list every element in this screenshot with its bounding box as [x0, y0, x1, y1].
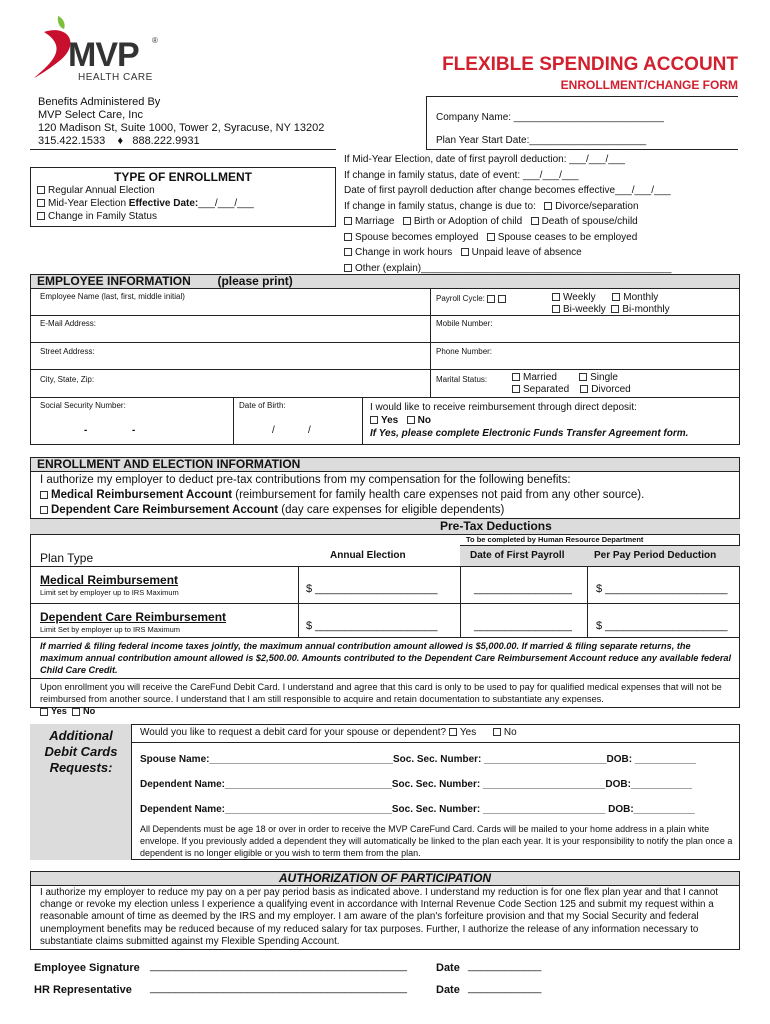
- hr-date-field[interactable]: ____________: [468, 982, 542, 994]
- medical-first-payroll-field[interactable]: ________________: [474, 583, 572, 595]
- marriage-checkbox[interactable]: [344, 217, 352, 225]
- annual-election-label: Annual Election: [330, 550, 406, 561]
- pretax-title: Pre-Tax Deductions: [440, 519, 552, 533]
- deposit-no-checkbox[interactable]: [407, 416, 415, 424]
- mvp-logo: [30, 14, 180, 84]
- logo-reg: ®: [152, 36, 158, 45]
- dob-slash-2[interactable]: /: [308, 425, 311, 436]
- street-field[interactable]: Street Address:: [40, 347, 95, 356]
- carefund-no-checkbox[interactable]: [72, 708, 80, 716]
- unpaid-leave-checkbox[interactable]: [461, 248, 469, 256]
- event-date[interactable]: If change in family status, date of event: ___/___/___: [344, 169, 579, 181]
- single-checkbox[interactable]: [579, 373, 587, 381]
- per-pay-label: Per Pay Period Deduction: [594, 550, 717, 561]
- dependent-first-payroll-field[interactable]: ________________: [474, 620, 572, 632]
- monthly-checkbox[interactable]: [612, 293, 620, 301]
- dependent-annual-field[interactable]: $ ____________________: [306, 620, 438, 632]
- employee-info-header: EMPLOYEE INFORMATION (please print): [30, 274, 740, 289]
- type-of-enrollment-box: TYPE OF ENROLLMENT Regular Annual Election Mid-Year Election Effective Date:___/___/___ Change in Family Status: [30, 167, 336, 227]
- form-title: FLEXIBLE SPENDING ACCOUNT: [442, 54, 738, 75]
- payroll-options: Weekly Monthly Bi-weekly Bi-monthly: [552, 292, 670, 316]
- spouse-row[interactable]: Spouse Name:_________________________________Soc. Sec. Number: ______________________DOB: ___________: [140, 754, 696, 765]
- carefund-yes-checkbox[interactable]: [40, 708, 48, 716]
- spouse-employed-checkbox[interactable]: [344, 233, 352, 241]
- marital-label: Marital Status:: [436, 375, 488, 384]
- debit-no-checkbox[interactable]: [493, 728, 501, 736]
- first-payroll-label: Date of First Payroll: [470, 550, 565, 561]
- admin-line-2: MVP Select Care, Inc: [38, 109, 143, 121]
- election-auth: I authorize my employer to deduct pre-tax contributions from my compensation for the following benefits: Medical Reimbursement Account (reimbursement for family health care expenses not paid from any other source). Dependent Care Reimbursement Account (day care expenses for eligible dependents): [40, 474, 645, 516]
- regular-election-checkbox[interactable]: [37, 186, 45, 194]
- debit-title: Additional Debit Cards Requests:: [44, 728, 118, 775]
- spouse-cease-checkbox[interactable]: [487, 233, 495, 241]
- ssn-dash-1[interactable]: -: [84, 425, 88, 436]
- admin-phones: 315.422.1533 ♦ 888.222.9931: [38, 135, 200, 147]
- debit-yes-checkbox[interactable]: [449, 728, 457, 736]
- hr-rep-signature-field[interactable]: __________________________________________: [150, 982, 407, 994]
- company-name-field[interactable]: Company Name: ___________________________: [436, 112, 664, 123]
- employee-name-field[interactable]: Employee Name (last, first, middle initial): [40, 292, 185, 301]
- medical-per-pay-field[interactable]: $ ____________________: [596, 583, 728, 595]
- dob-label: Date of Birth:: [239, 401, 286, 410]
- dependent-plan-label: Dependent Care Reimbursement: [40, 610, 227, 624]
- medical-plan-label: Medical Reimbursement: [40, 573, 179, 587]
- other-explain-field[interactable]: Other (explain)_____________________________________________: [355, 262, 672, 274]
- death-checkbox[interactable]: [531, 217, 539, 225]
- marital-options: Married Single Separated Divorced: [512, 372, 631, 396]
- divorce-checkbox[interactable]: [544, 202, 552, 210]
- diamond-icon: ♦: [117, 135, 124, 147]
- birth-checkbox[interactable]: [403, 217, 411, 225]
- plan-type-label: Plan Type: [40, 551, 94, 565]
- biweekly-checkbox[interactable]: [552, 305, 560, 313]
- medical-account-checkbox[interactable]: [40, 491, 48, 499]
- admin-address: 120 Madison St, Suite 1000, Tower 2, Syracuse, NY 13202: [38, 122, 325, 134]
- deposit-yes-checkbox[interactable]: [370, 416, 378, 424]
- divorced-checkbox[interactable]: [580, 385, 588, 393]
- dependents-note: All Dependents must be age 18 or over in order to receive the MVP CareFund Card. Cards will be mailed to your home address in a plain white envelope. If you previously added a dependent they will automatically be linked to the plan each year. It is your responsibility to notify the plan once a dependent is no longer eligible or you wish to term them from the plan.: [140, 824, 733, 858]
- type-of-enrollment-title: TYPE OF ENROLLMENT: [114, 170, 252, 184]
- authorization-header: AUTHORIZATION OF PARTICIPATION: [30, 871, 740, 886]
- dependent-per-pay-field[interactable]: $ ____________________: [596, 620, 728, 632]
- employee-signature-field[interactable]: __________________________________________: [150, 960, 407, 972]
- weekly-checkbox[interactable]: [552, 293, 560, 301]
- hr-note: To be completed by Human Resource Department: [466, 535, 644, 544]
- plan-year-field[interactable]: Plan Year Start Date:_____________________: [436, 135, 647, 146]
- hr-date-label: Date: [436, 984, 460, 996]
- ssn-dash-2[interactable]: -: [132, 425, 136, 436]
- phone-field[interactable]: Phone Number:: [436, 347, 493, 356]
- pretax-band: [30, 518, 740, 535]
- mobile-field[interactable]: Mobile Number:: [436, 319, 493, 328]
- medical-limit: Limit set by employer up to IRS Maximum: [40, 588, 179, 597]
- employee-signature-label: Employee Signature: [34, 962, 140, 974]
- work-hours-checkbox[interactable]: [344, 248, 352, 256]
- hr-rep-label: HR Representative: [34, 984, 132, 996]
- election-header: ENROLLMENT AND ELECTION INFORMATION: [30, 457, 740, 472]
- married-note: If married & filing federal income taxes jointly, the maximum annual contribution amount allowed is $5,000.00. If married & filing separate returns, the maximum annual contribution amount allowed is $2,500.00. Amounts contributed to the Dependent Care Reimbursement Account reduce any available federal Child Care Credit.: [40, 641, 732, 675]
- debit-question: Would you like to request a debit card for your spouse or dependent? Yes No: [140, 727, 517, 738]
- email-field[interactable]: E-Mail Address:: [40, 319, 97, 328]
- family-status-block: If Mid-Year Election, date of first payroll deduction: ___/___/___ If change in family status, date of event: ___/___/___ Date of first payroll deduction after change becomes effective___/___/___ If change in family status, change is due to: Divorce/separation Marriage Birth or Adoption of child Death of spouse/child Spouse becomes employed Spouse ceases to be employed Change in work hours Unpaid leave of absence Other (explain)_____________________________________________: [344, 154, 672, 274]
- logo-brand: MVP: [68, 36, 139, 74]
- dependent-limit: Limit Set by employer up to IRS Maximum: [40, 625, 181, 634]
- bimonthly-checkbox[interactable]: [611, 305, 619, 313]
- employee-date-label: Date: [436, 962, 460, 974]
- authorization-text: I authorize my employer to reduce my pay on a per pay period basis as indicated above. I understand my reduction is for one flex plan year and that I cannot change or revoke my election unless I experience a qualifying event in accordance with Internal Revenue Code Section 125 and submit my request within a reasonable amount of time as deemed by the IRS and my employer. I am aware of the plan's forfeiture provision and that my Social Security and federal unemployment benefits may be reduced because of my reduced salary for tax purposes. Further, I authorize the release of any information necessary to substantiate claims submitted against my Flexible Spending Account.: [40, 887, 719, 947]
- administrator-block: [38, 96, 324, 148]
- dependent-account-checkbox[interactable]: [40, 506, 48, 514]
- dependent-row-1[interactable]: Dependent Name:______________________________Soc. Sec. Number: ______________________DOB:___________: [140, 779, 693, 790]
- midyear-election-checkbox[interactable]: [37, 199, 45, 207]
- other-checkbox[interactable]: [344, 264, 352, 272]
- employee-date-field[interactable]: ____________: [468, 960, 542, 972]
- married-checkbox[interactable]: [512, 373, 520, 381]
- dependent-row-2[interactable]: Dependent Name:______________________________Soc. Sec. Number: ______________________ DOB:___________: [140, 804, 695, 815]
- midyear-deduction-date[interactable]: If Mid-Year Election, date of first payroll deduction: ___/___/___: [344, 154, 625, 165]
- effective-date[interactable]: Date of first payroll deduction after change becomes effective___/___/___: [344, 185, 671, 196]
- form-subtitle: ENROLLMENT/CHANGE FORM: [560, 78, 738, 92]
- city-field[interactable]: City, State, Zip:: [40, 375, 95, 384]
- payroll-cycle: Payroll Cycle:: [436, 294, 509, 303]
- dob-slash-1[interactable]: /: [272, 425, 275, 436]
- ssn-label: Social Security Number:: [40, 401, 126, 410]
- admin-line-1: Benefits Administered By: [38, 96, 161, 108]
- family-change-checkbox[interactable]: [37, 212, 45, 220]
- logo-sub: HEALTH CARE: [78, 72, 153, 83]
- direct-deposit: I would like to receive reimbursement through direct deposit: Yes No If Yes, please complete Electronic Funds Transfer Agreement form.: [370, 402, 689, 439]
- medical-annual-field[interactable]: $ ____________________: [306, 583, 438, 595]
- separated-checkbox[interactable]: [512, 385, 520, 393]
- carefund-note: Upon enrollment you will receive the CareFund Debit Card. I understand and agree that this card is only to be used to pay for qualified medical expenses that will not be reimbursed from another source. I understand that I am still responsible to acquire and retain documentation to substantiate any expenses. Yes No: [40, 682, 722, 716]
